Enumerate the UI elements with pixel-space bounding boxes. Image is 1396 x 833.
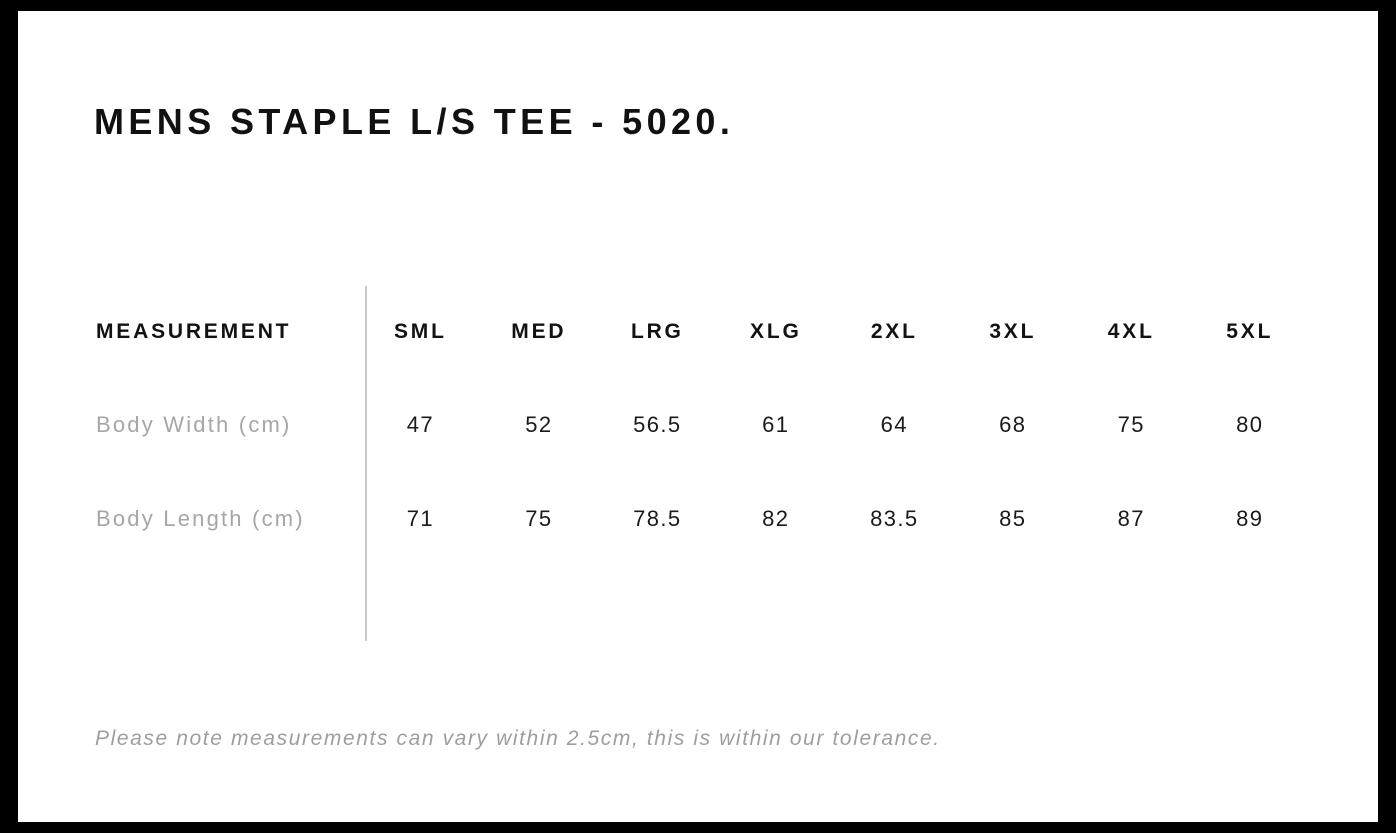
column-header-size-med: MED	[511, 320, 567, 343]
cell-body-length-2xl: 83.5	[870, 506, 919, 531]
cell-body-width-2xl: 64	[880, 412, 908, 437]
row-label-body-length: Body Length (cm)	[96, 506, 305, 531]
cell-body-width-xlg: 61	[762, 412, 790, 437]
column-header-size-xlg: XLG	[750, 320, 802, 343]
cell-body-length-xlg: 82	[762, 506, 790, 531]
cell-body-length-3xl: 85	[999, 506, 1027, 531]
table-row	[94, 472, 1314, 566]
cell-body-length-lrg: 78.5	[633, 506, 682, 531]
column-header-size-4xl: 4XL	[1107, 320, 1155, 343]
column-header-size-sml: SML	[393, 320, 447, 343]
cell-body-width-4xl: 75	[1117, 412, 1145, 437]
cell-body-length-med: 75	[525, 506, 553, 531]
column-header-size-lrg: LRG	[630, 320, 684, 343]
cell-body-width-sml: 47	[406, 412, 434, 437]
size-table-container	[94, 286, 1314, 566]
tolerance-note: Please note measurements can vary within 2.5cm, this is within our tolerance.	[95, 727, 941, 750]
table-header-row	[94, 286, 1314, 378]
page-title: MENS STAPLE L/S TEE - 5020.	[94, 101, 735, 142]
cell-body-width-5xl: 80	[1236, 412, 1264, 437]
column-header-measurement: MEASUREMENT	[96, 320, 292, 343]
cell-body-width-med: 52	[525, 412, 553, 437]
size-chart-card	[18, 11, 1378, 822]
cell-body-width-3xl: 68	[999, 412, 1027, 437]
column-header-size-2xl: 2XL	[870, 320, 918, 343]
row-label-body-width: Body Width (cm)	[96, 412, 292, 437]
cell-body-length-5xl: 89	[1236, 506, 1264, 531]
cell-body-length-4xl: 87	[1117, 506, 1145, 531]
cell-body-length-sml: 71	[406, 506, 434, 531]
cell-body-width-lrg: 56.5	[633, 412, 682, 437]
table-row	[94, 378, 1314, 472]
size-table	[94, 286, 1314, 566]
column-header-size-5xl: 5XL	[1226, 320, 1274, 343]
column-header-size-3xl: 3XL	[989, 320, 1037, 343]
